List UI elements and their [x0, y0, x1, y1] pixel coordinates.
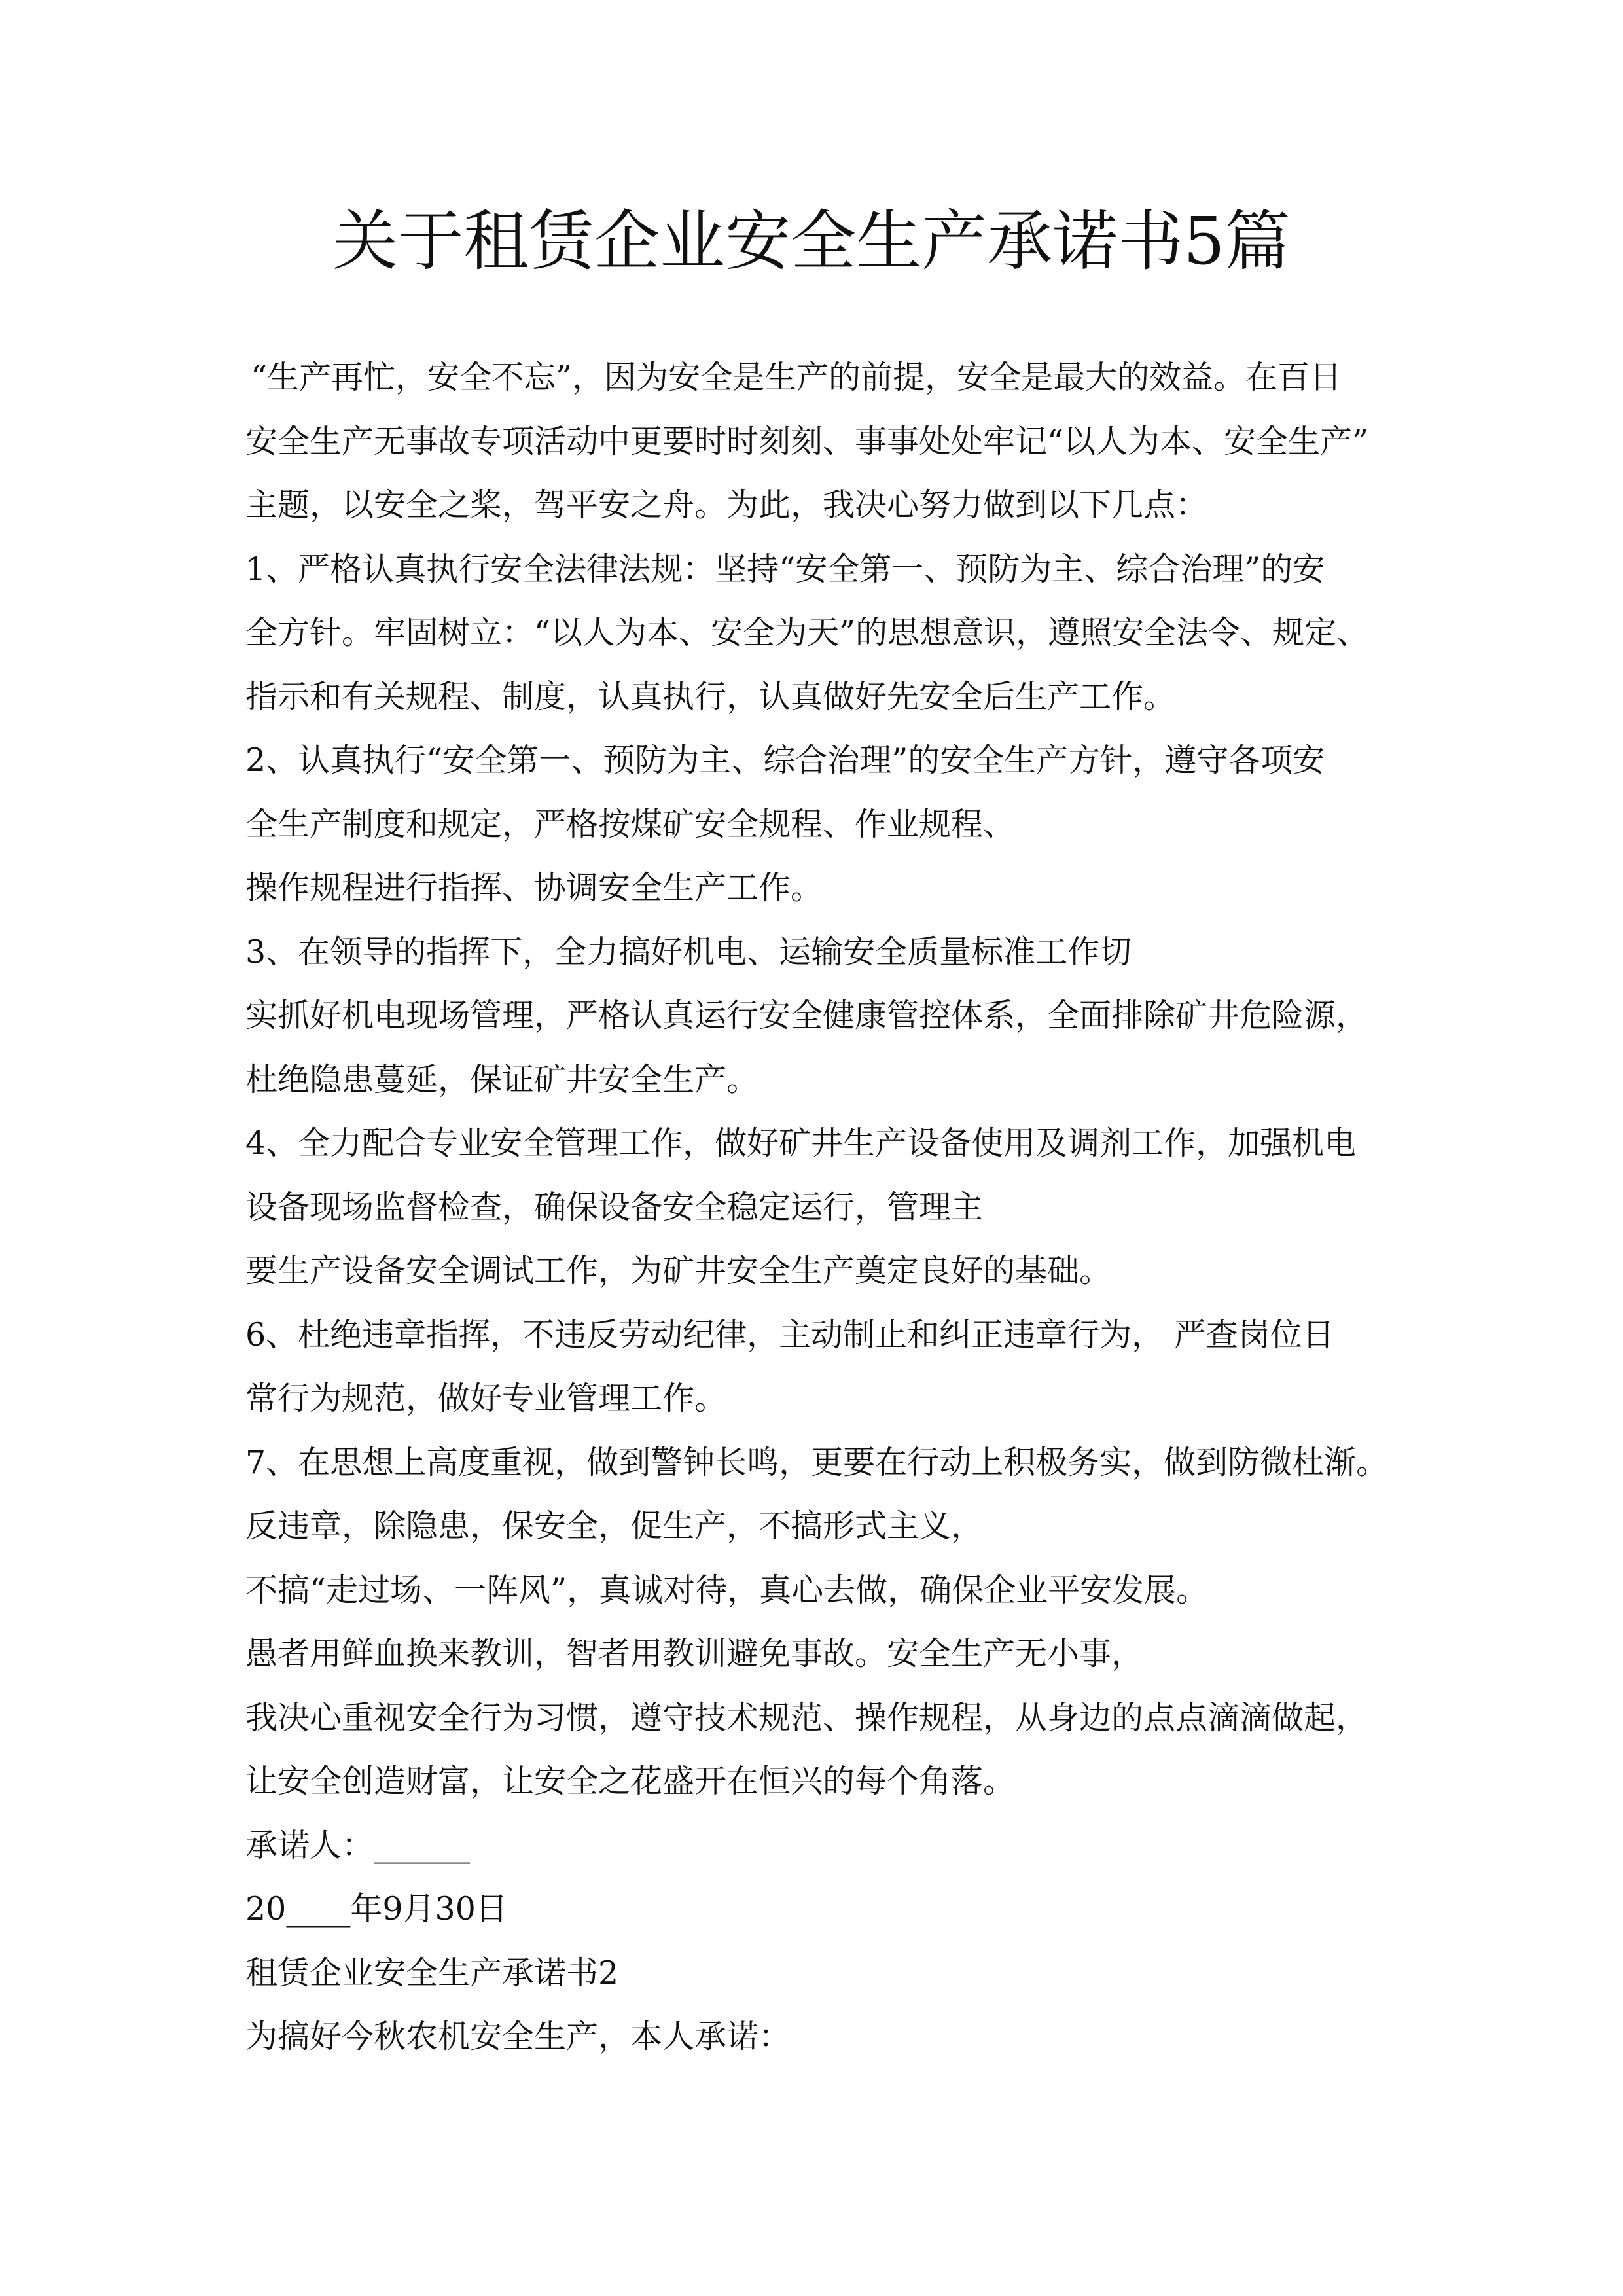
text-line: “生产再忙，安全不忘”，因为安全是生产的前提，安全是最大的效益。在百日 — [251, 359, 1342, 396]
text-line: 6、杜绝违章指挥，不违反劳动纪律，主动制止和纠正违章行为， 严查岗位日 — [245, 1316, 1334, 1354]
text-line: 7、在思想上高度重视，做到警钟长鸣，更要在行动上积极务实，做到防微杜渐。 — [245, 1443, 1389, 1481]
text-line: 设备现场监督检查，确保设备安全稳定运行，管理主 — [245, 1188, 984, 1226]
text-line: 不搞“走过场、一阵风”，真诚对待，真心去做，确保企业平安发展。 — [245, 1571, 1209, 1609]
text-line: 愚者用鲜血换来教训，智者用教训避免事故。安全生产无小事， — [245, 1635, 1144, 1672]
text-line: 让安全创造财富，让安全之花盛开在恒兴的每个角落。 — [245, 1763, 1016, 1800]
text-line: 为搞好今秋农机安全生产，本人承诺： — [245, 2018, 791, 2055]
text-line: 反违章，除隐患，保安全，促生产，不搞形式主义， — [245, 1507, 984, 1545]
text-line: 要生产设备安全调试工作，为矿井安全生产奠定良好的基础。 — [245, 1252, 1112, 1289]
text-line: 指示和有关规程、制度，认真执行，认真做好先安全后生产工作。 — [245, 677, 1176, 715]
document-body — [245, 346, 1410, 2069]
text-line: 杜绝隐患蔓延，保证矿井安全生产。 — [245, 1060, 759, 1098]
text-line: 主题，以安全之桨，驾平安之舟。为此，我决心努力做到以下几点： — [245, 486, 1208, 524]
text-line: 常行为规范，做好专业管理工作。 — [245, 1380, 727, 1417]
signatory-line: 承诺人：______ — [245, 1826, 471, 1864]
text-line: 全方针。牢固树立：“以人为本、安全为天”的思想意识，遵照安全法令、规定、 — [245, 614, 1369, 651]
text-line: 操作规程进行指挥、协调安全生产工作。 — [245, 869, 823, 906]
document-title: 关于租赁企业安全生产承诺书5篇 — [332, 203, 1291, 279]
text-line: 1、严格认真执行安全法律法规：坚持“安全第一、预防为主、综合治理”的安 — [245, 550, 1325, 588]
text-line: 安全生产无事故专项活动中更要时时刻刻、事事处处牢记“以人为本、安全生产” — [245, 422, 1369, 460]
text-line: 2、认真执行“安全第一、预防为主、综合治理”的安全生产方针，遵守各项安 — [245, 742, 1325, 779]
text-line: 我决心重视安全行为习惯，遵守技术规范、操作规程，从身边的点点滴滴做起， — [245, 1698, 1368, 1736]
section-heading: 租赁企业安全生产承诺书2 — [245, 1954, 619, 1992]
text-line: 全生产制度和规定，严格按煤矿安全规程、作业规程、 — [245, 805, 1016, 843]
text-line: 3、在领导的指挥下，全力搞好机电、运输安全质量标准工作切 — [245, 933, 1132, 971]
date-line: 20____年9月30日 — [245, 1890, 508, 1928]
text-line: 实抓好机电现场管理，严格认真运行安全健康管控体系，全面排除矿井危险源， — [245, 997, 1368, 1034]
text-line: 4、全力配合专业安全管理工作，做好矿井生产设备使用及调剂工作，加强机电 — [245, 1124, 1357, 1162]
